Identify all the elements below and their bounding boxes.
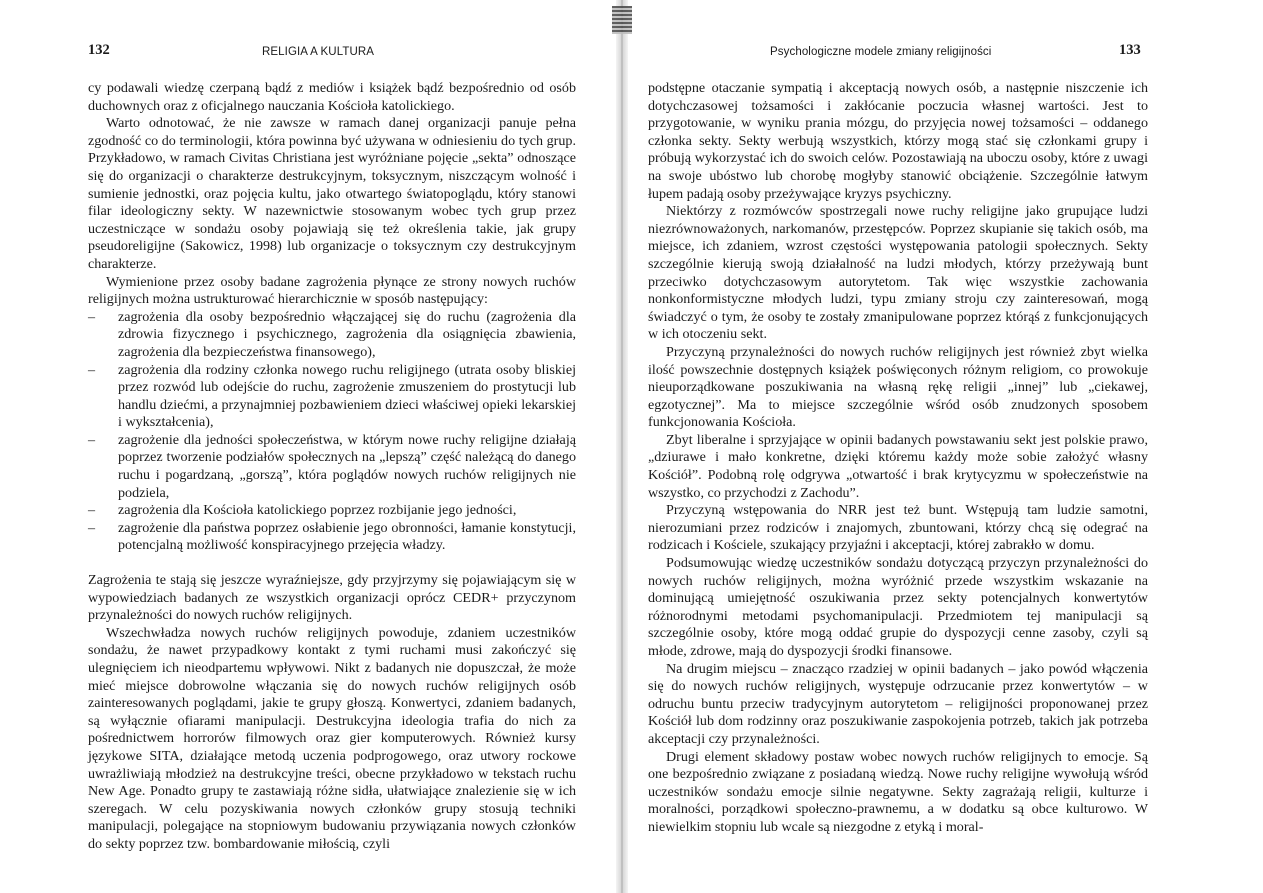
paragraph: Przyczyną przynależności do nowych ruchów religijnych jest również zbyt wielka ilość powszechnie dostępnych książek poświęconych różnym religiom, co prowokuje nieuporządkowane poszukiwania na własną rękę religii „innej” lub „ciekawej, egzotycznej”. Ma to miejsce szczególnie wśród osób znudzonych sposobem funkcjonowania Kościoła. bbox=[648, 343, 1148, 431]
paragraph: Wymienione przez osoby badane zagrożenia płynące ze strony nowych ruchów religijnych można ustrukturować hierarchicznie w sposób następujący: bbox=[88, 273, 576, 308]
list-item bbox=[88, 309, 576, 362]
left-page-number: 132 bbox=[88, 42, 110, 58]
list-dash: – bbox=[88, 308, 96, 325]
paragraph: Wszechwładza nowych ruchów religijnych powoduje, zdaniem uczestników sondażu, że nawet przypadkowy kontakt z tymi ruchami musi zakończyć się ulegnięciem ich nieodpartemu wpływowi. Nikt z badanych nie dopuszczał, że może mieć miejsce dobrowolne włączania się do nowych ruchów religijnych osób zainteresowanych poglądami, jakie te grupy głoszą. Konwertyci, zdaniem badanych, są wyłącznie ofiarami manipulacji. Destrukcyjna ideologia trafia do nich za pośrednictwem horrorów filmowych oraz gier komputerowych. Również kursy językowe SITA, działające metodą uczenia podprogowego, oraz utwory rockowe uwrażliwiają młodzież na destrukcyjne treści, obecne przykładowo w tekstach ruchu New Age. Ponadto grupy te zastawiają różne sidła, ułatwiające znalezienie się w ich szeregach. W celu pozyskiwania nowych członków grupy stosują techniki manipulacji, polegające na stopniowym budowaniu przywiązania nowych członków do sekty poprzez tzw. bombardowanie miłością, czyli bbox=[88, 624, 576, 852]
paragraph: Zbyt liberalne i sprzyjające w opinii badanych powstawaniu sekt jest polskie prawo, „dziurawe i mało konkretne, dzięki któremu każdy może sobie założyć własny Kościół”. Podobną rolę odgrywa „otwartość i brak krytycyzmu w społeczeństwie na wszystko, co przychodzi z Zachodu”. bbox=[648, 431, 1148, 501]
threats-list bbox=[88, 309, 576, 555]
right-body-text bbox=[648, 80, 1148, 837]
paragraph: cy podawali wiedzę czerpaną bądź z mediów i książek bądź bezpośrednio od osób duchownych oraz z oficjalnego nauczania Kościoła katolickiego. bbox=[88, 80, 576, 114]
paragraph: Na drugim miejscu – znacząco rzadziej w opinii badanych – jako powód włączenia się do nowych ruchów religijnych, występuje odrzucanie przez konwertytów – w odruchu buntu przeciw tradycyjnym autorytetom – religijności proponowanej przez Kościół lub dom rodzinny oraz poszukiwanie zaspokojenia potrzeb, takich jak potrzeba akceptacji czy przynależności. bbox=[648, 660, 1148, 747]
list-item bbox=[88, 432, 576, 502]
list-dash: – bbox=[88, 502, 96, 519]
right-page bbox=[627, 0, 1263, 893]
list-item-text: zagrożenie dla państwa poprzez osłabienie jego obronności, łamanie konstytucji, potencjalną możliwość konspiracyjnego przejęcia władzy. bbox=[118, 519, 576, 554]
list-dash: – bbox=[88, 431, 96, 448]
paragraph: Niektórzy z rozmówców spostrzegali nowe ruchy religijne jako grupujące ludzi niezrównoważonych, narkomanów, przestępców. Poprzez skupianie się takich osób, ma miejsce, ich zdaniem, wzrost częstości występowania patologii społecznych. Sekty szczególnie kierują swoją działalność na ludzi młodych, którzy przeżywają bunt przeciwko dotychczasowym autorytetom. Tak więc wszystkie zachowania nonkonformistyczne młodych ludzi, typu zmiany stroju czy zainteresowań, mogą świadczyć o tym, że osoby te zostały zmanipulowane poprzez którąś z funkcjonujących w ich otoczeniu sekt. bbox=[648, 203, 1148, 343]
list-item bbox=[88, 362, 576, 432]
list-item bbox=[88, 520, 576, 555]
list-item-text: zagrożenia dla Kościoła katolickiego poprzez rozbijanie jego jedności, bbox=[118, 502, 517, 519]
paragraph: Zagrożenia te stają się jeszcze wyraźniejsze, gdy przyjrzymy się pojawiającym się w wypowiedziach badanych ze wszystkich organizacji oprócz CEDR+ przyczynom przynależności do nowych ruchów religijnych. bbox=[88, 572, 576, 624]
list-item-text: zagrożenia dla rodziny członka nowego ruchu religijnego (utrata osoby bliskiej przez rozwód lub odejście do ruchu, zagrożenie zmuszeniem do prostytucji lub handlu dziećmi, a przynajmniej pozbawieniem dzieci właściwej opieki lekarskiej i wykształcenia), bbox=[118, 361, 576, 431]
paragraph: Podsumowując wiedzę uczestników sondażu dotyczącą przyczyn przynależności do nowych ruchów religijnych, można wyróżnić przede wszystkim wskazanie na dominującą umiejętność oszukiwania przez sekty potencjalnych konwertytów różnorodnymi metodami psychomanipulacji. Przedmiotem tej manipulacji są szczególnie osoby, które mogą oddać grupie do dyspozycji cenne zasoby, czyli są młode, zdrowe, mają do dyspozycji środki finansowe. bbox=[648, 555, 1148, 659]
list-item-text: zagrożenia dla osoby bezpośrednio włączającej się do ruchu (zagrożenia dla zdrowia fizycznego i psychicznego, zagrożenia dla osiągnięcia zbawienia, zagrożenia dla bezpieczeństwa finansowego), bbox=[118, 308, 576, 360]
paragraph: Przyczyną wstępowania do NRR jest też bunt. Wstępują tam ludzie samotni, nierozumiani przez rodziców i znajomych, zbuntowani, którzy chcą się odegrać na rodzicach i Kościele, szukający przyjaźni i akceptacji, której zabrakło w domu. bbox=[648, 502, 1148, 554]
paragraph: podstępne otaczanie sympatią i akceptacją nowych osób, a następnie niszczenie ich dotychczasowej tożsamości i zakłócanie poczucia własnej wartości. Jest to przygotowanie, w wyniku prania mózgu, do przyjęcia nowej tożsamości – oddanego członka sekty. Sekty werbują wszystkich, którzy mogą stać się członkami grupy i próbują wykorzystać ich do swoich celów. Pozostawiają na uboczu osoby, które z uwagi na swoje ubóstwo lub chorobę mogłyby stanowić obciążenie. Szczególnie łatwym łupem padają osoby przeżywające kryzys psychiczny. bbox=[648, 80, 1148, 202]
left-page bbox=[0, 0, 615, 893]
left-running-title: RELIGIA A KULTURA bbox=[262, 46, 375, 58]
right-running-title: Psychologiczne modele zmiany religijności bbox=[770, 46, 992, 58]
list-item-text: zagrożenie dla jedności społeczeństwa, w którym nowe ruchy religijne działają poprzez tworzenie podziałów społecznych na „lepszą” część należącą do danego ruchu i pogardzaną, „gorszą”, która poglądów nowych ruchów religijnych nie podziela, bbox=[118, 431, 576, 501]
list-dash: – bbox=[88, 361, 96, 378]
list-dash: – bbox=[88, 519, 96, 536]
paragraph: Warto odnotować, że nie zawsze w ramach danej organizacji panuje pełna zgodność co do terminologii, która powinna być używana w odniesieniu do tych grup. Przykładowo, w ramach Civitas Christiana jest wyróżniane pojęcie „sekta” odnoszące się do organizacji o charakterze destrukcyjnym, toksycznym, niszczącym wolność i sumienie jednostki, oraz pojęcia kultu, jako otwartego światopoglądu, który stanowi filar ideologiczny sekty. W nazewnictwie stosowanym wobec tych grup przez uczestniczące w sondażu osoby pojawiają się też określenia takie, jak grupy pseudoreligijne (Sakowicz, 1998) lub organizacje o toksycznym czy destrukcyjnym charakterze. bbox=[88, 115, 576, 272]
list-item bbox=[88, 502, 576, 520]
right-page-number: 133 bbox=[1119, 42, 1141, 58]
left-body-text bbox=[88, 80, 576, 854]
paragraph: Drugi element składowy postaw wobec nowych ruchów religijnych to emocje. Są one bezpośrednio związane z posiadaną wiedzą. Nowe ruchy religijne wywołują wśród uczestników sondażu emocje silnie negatywne. Sekty zagrażają religii, kulturze i moralności, porządkowi społeczno-prawnemu, a w dodatku są obce kulturowo. W niewielkim stopniu lub wcale są niezgodne z etyką i moral- bbox=[648, 748, 1148, 835]
